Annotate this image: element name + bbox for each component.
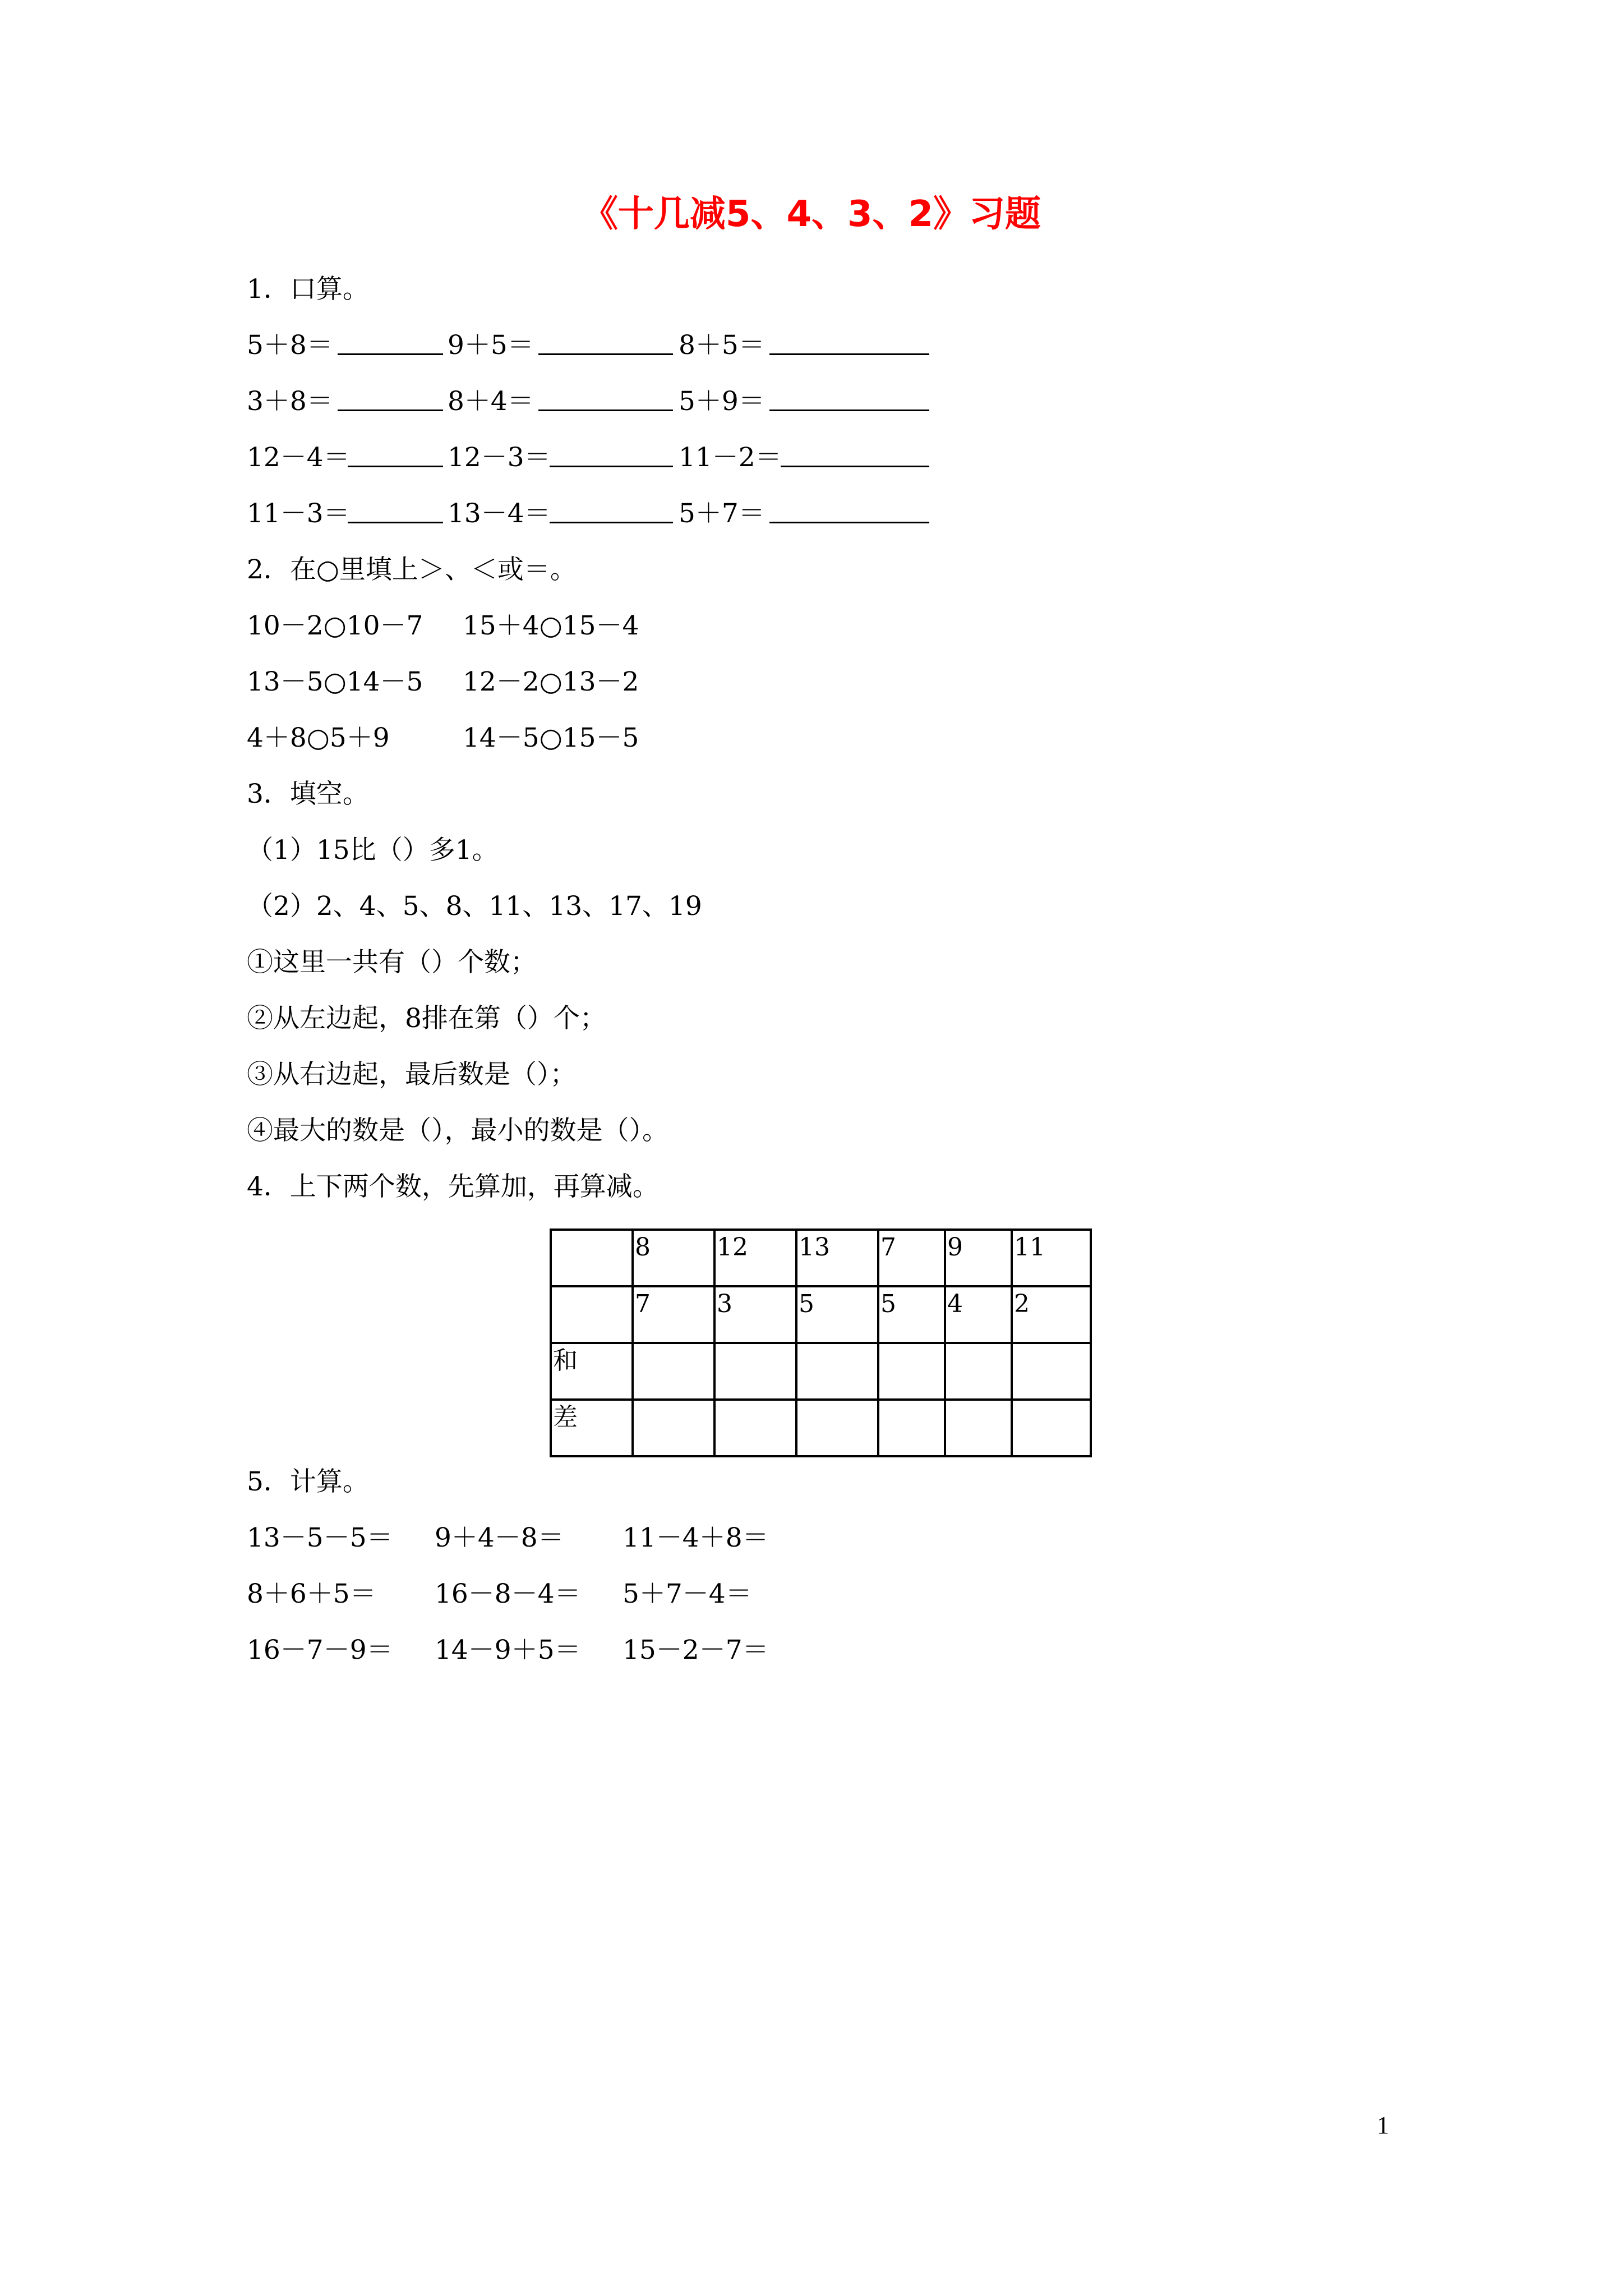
q1-item: 9＋5＝ [448,330,534,361]
q1-item: 5＋8＝ [247,330,333,361]
q1-item: 11－3＝ [247,498,350,529]
q3-line[interactable]: ④最大的数是（），最小的数是（）。 [247,1115,668,1146]
calc-item[interactable]: 11－4＋8＝ [623,1522,769,1553]
answer-blank[interactable] [769,329,929,364]
calc-item[interactable]: 5＋7－4＝ [623,1579,752,1609]
table-row [551,1286,1091,1343]
answer-blank[interactable] [781,441,929,476]
answer-blank[interactable] [338,385,443,420]
q4-heading: 4．上下两个数，先算加，再算减。 [247,1171,659,1202]
answer-cell[interactable] [878,1343,945,1400]
table-cell: 13 [796,1230,878,1286]
answer-cell[interactable] [796,1400,878,1456]
calc-item[interactable]: 8＋6＋5＝ [247,1579,376,1609]
calc-item[interactable]: 14－9＋5＝ [435,1635,581,1665]
q5-row [247,1634,808,1802]
answer-blank[interactable] [538,329,673,364]
answer-blank[interactable] [538,385,673,420]
q1-item: 12－3＝ [448,442,551,473]
table-cell: 11 [1012,1230,1091,1286]
compare-item[interactable]: 13－5○14－5 [247,666,423,697]
q1-item: 11－2＝ [679,442,782,473]
table-cell: 9 [945,1230,1012,1286]
table-cell: 5 [878,1286,945,1343]
q3-heading: 3．填空。 [247,779,369,809]
q1-item: 8＋5＝ [679,330,765,361]
answer-cell[interactable] [633,1400,714,1456]
answer-cell[interactable] [714,1343,796,1400]
q1-item: 5＋7＝ [679,498,765,529]
answer-cell[interactable] [945,1343,1012,1400]
table-cell: 3 [714,1286,796,1343]
table-cell: 2 [1012,1286,1091,1343]
q3-line[interactable]: （1）15比（）多1。 [247,835,499,866]
sum-row-label: 和 [551,1343,633,1400]
q1-item: 13－4＝ [448,498,551,529]
answer-blank[interactable] [348,497,443,532]
compare-item[interactable]: 12－2○13－2 [463,666,639,697]
q3-line: （2）2、4、5、8、11、13、17、19 [247,891,702,922]
calc-item[interactable]: 16－7－9＝ [247,1635,393,1665]
q3-line[interactable]: ②从左边起，8排在第（）个； [247,1003,606,1034]
q1-item: 8＋4＝ [448,386,534,417]
answer-blank[interactable] [769,497,929,532]
compare-item[interactable]: 14－5○15－5 [463,723,639,753]
answer-cell[interactable] [633,1343,714,1400]
table-cell: 8 [633,1230,714,1286]
page-number: 1 [1377,2111,1389,2139]
table-cell [551,1230,633,1286]
table-row [551,1230,1091,1286]
table-cell: 7 [878,1230,945,1286]
q3-line[interactable]: ③从右边起，最后数是（）； [247,1059,577,1090]
table-cell [551,1286,633,1343]
answer-cell[interactable] [878,1400,945,1456]
calc-item[interactable]: 9＋4－8＝ [435,1522,564,1553]
compare-item[interactable]: 15＋4○15－4 [463,610,639,641]
q2-heading: 2．在○里填上＞、＜或＝。 [247,554,577,585]
answer-blank[interactable] [338,329,443,364]
calc-item[interactable]: 16－8－4＝ [435,1579,581,1609]
table-row [551,1400,1091,1456]
table-row [551,1343,1091,1400]
calc-item[interactable]: 13－5－5＝ [247,1522,393,1553]
answer-cell[interactable] [1012,1343,1091,1400]
answer-blank[interactable] [550,497,673,532]
table-cell: 12 [714,1230,796,1286]
answer-cell[interactable] [714,1400,796,1456]
answer-blank[interactable] [769,385,929,420]
compare-item[interactable]: 4＋8○5＋9 [247,723,390,753]
q1-heading: 1．口算。 [247,274,369,305]
answer-blank[interactable] [550,441,673,476]
table-cell: 5 [796,1286,878,1343]
answer-cell[interactable] [796,1343,878,1400]
answer-cell[interactable] [945,1400,1012,1456]
page-title: 《十几减5、4、3、2》习题 [582,194,1041,235]
table-cell: 4 [945,1286,1012,1343]
sum-difference-table [550,1228,1092,1457]
calc-item[interactable]: 15－2－7＝ [623,1635,769,1665]
q5-heading: 5．计算。 [247,1466,369,1497]
answer-cell[interactable] [1012,1400,1091,1456]
table-cell: 7 [633,1286,714,1343]
q1-item: 5＋9＝ [679,386,765,417]
q1-item: 12－4＝ [247,442,350,473]
q3-line[interactable]: ①这里一共有（）个数； [247,947,537,978]
compare-item[interactable]: 10－2○10－7 [247,610,423,641]
q1-item: 3＋8＝ [247,386,333,417]
difference-row-label: 差 [551,1400,633,1456]
answer-blank[interactable] [348,441,443,476]
